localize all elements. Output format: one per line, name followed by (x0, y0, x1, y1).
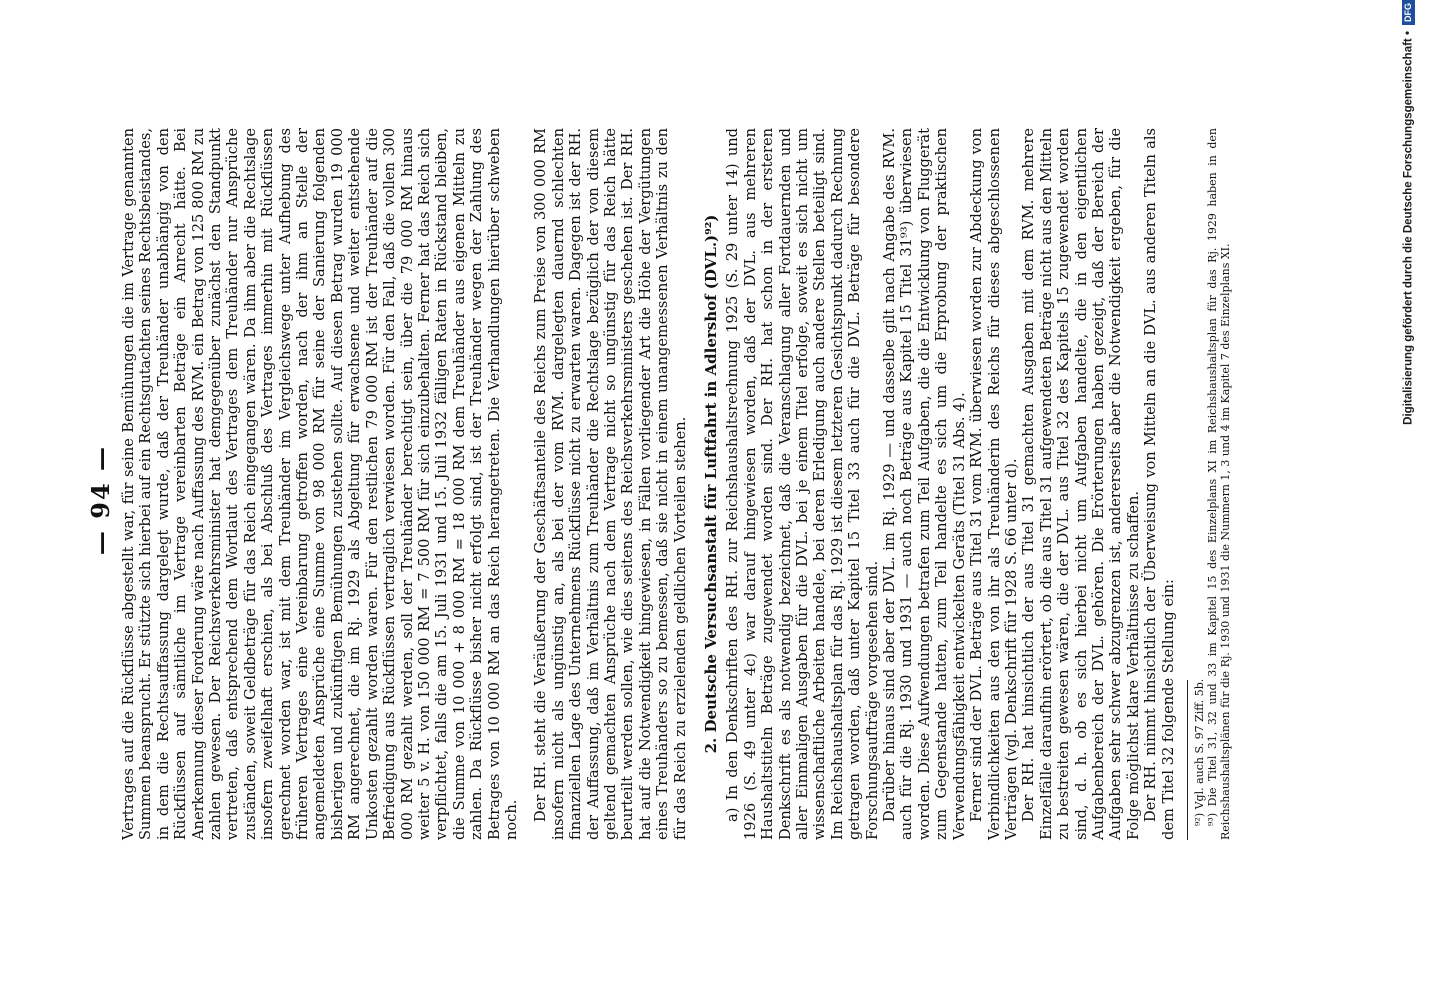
footnote-92: ⁹²) Vgl. auch S. 97 Ziff. 5b. (1192, 678, 1206, 826)
footnote-divider (1187, 680, 1188, 840)
footnote-93: ⁹³) Die Titel 31, 32 und 33 im Kapitel 15 des Einzelplans XI im Reichshaushaltsplan für das Rj. 1929 haben in den Reichshaushaltsplänen für die Rj. 1930 und 1931 die Nummern 1, 3 und 4 im Kapitel 7 des Einzelplans XI. (1205, 128, 1232, 840)
footnotes (1193, 128, 1232, 840)
section-heading-dvl: 2. Deutsche Versuchsanstalt für Luftfahrt in Adlershof (DVL.)⁹²) (702, 214, 720, 754)
section-paragraph: Der RH. nimmt hinsichtlich der Überweisung von Mitteln an die DVL. aus anderen Titeln als dem Titel 32 folgende Stellung ein: (1142, 128, 1177, 840)
section-paragraph: Ferner sind der DVL. Beträge aus Titel 31 vom RVM. überwiesen worden zur Abdeckung von Verbindlichkeiten aus den von ihr als Treuhänderin des Reichs für dieses abgeschlossenen Verträgen (vgl. Denkschrift für 1928 S. 66 unter d). (968, 128, 1020, 840)
section-paragraph: a) In den Denkschriften des RH. zur Reichshaushaltsrechnung 1925 (S. 29 unter 14) und 1926 (S. 49 unter 4c) war darauf hingewiesen worden, daß der DVL. aus mehreren Haushaltstiteln Beträge zugewendet worden sind. Der RH. hat schon in der ersteren Denkschrift es als notwendig bezeichnet, daß die Veranschlagung aller Fortdauernden und aller Einmaligen Ausgaben für die DVL. bei je einem Titel erfolge, soweit es sich nicht um wissenschaftliche Arbeiten handele, bei deren Erledigung auch andere Stellen beteiligt sind. Im Reichshaushaltsplan für das Rj. 1929 ist diesem letzteren Gesichtspunkt dadurch Rechnung getragen worden, daß unter Kapitel 15 Titel 33 auch für die DVL. Beträge für besondere Forschungsaufträge vorgesehen sind. (724, 128, 881, 840)
digitization-text: Digitalisierung gefördert durch die Deutsche Forschungsgemeinschaft • (1402, 31, 1415, 425)
page-number: — 94 — (86, 444, 115, 556)
section-paragraph: Darüber hinaus sind aber der DVL. im Rj. 1929 — und dasselbe gilt nach Angabe des RVM. auch für die Rj. 1930 und 1931 — auch noch Beträge aus Kapitel 15 Titel 31⁹³) überwiesen worden. Diese Aufwendungen betrafen zum Teil Aufgaben, die die Entwicklung von Fluggerät zum Gegenstande hatten, zum Teil handelte es sich um die Erprobung der praktischen Verwendungsfähigkeit entwickelten Geräts (Titel 31 Abs. 4). (881, 128, 968, 840)
dfg-logo: DFG (1402, 0, 1415, 25)
page-body (120, 128, 1232, 840)
digitization-notice (1402, 0, 1415, 1000)
section-paragraph: Der RH. hat hinsichtlich der aus Titel 31 gemachten Ausgaben mit dem RVM. mehrere Einzelfälle daraufhin erörtert, ob die aus Titel 31 aufgewendeten Beträge nicht aus den Mitteln zu bestreiten gewesen wären, die der DVL. aus Titel 32 des Kapitels 15 zugewendet worden sind, d. h. ob es sich hierbei nicht um Aufgaben handelte, die in den eigentlichen Aufgabenbereich der DVL. gehören. Die Erörterungen haben gezeigt, daß der Bereich der Aufgaben sehr schwer abzugrenzen ist, andererseits aber die Notwendigkeit ergeben, für die Folge möglichst klare Verhältnisse zu schaffen. (1020, 128, 1142, 840)
paragraph-treuhaender: Vertrages auf die Rückflüsse abgestellt war, für seine Bemühungen die im Vertrage genannten Summen beansprucht. Er stützte sich hierbei auf ein Rechtsgutachten seines Rechtsbeistandes, in dem die Rechtsauffassung dargelegt wurde, daß der Treuhänder unabhängig von den Rückflüssen auf sämtliche im Vertrage vereinbarten Beträge ein Anrecht hätte. Bei Anerkennung dieser Forderung wäre nach Auffassung des RVM. ein Betrag von 125 800 RM zu zahlen gewesen. Der Reichsverkehrsminister hat demgegenüber zunächst den Standpunkt vertreten, daß entsprechend dem Wortlaut des Vertrages dem Treuhänder nur Ansprüche zuständen, soweit Geldbeträge für das Reich eingegangen wären. Da ihm aber die Rechtslage insofern zweifelhaft erschien, als bei Abschluß des Vertrages immerhin mit Rückflüssen gerechnet worden war, ist mit dem Treuhänder im Vergleichswege unter Aufhebung des früheren Vertrages eine Vereinbarung getroffen worden, nach der ihm an Stelle der angemeldeten Ansprüche eine Summe von 98 000 RM für seine der Sanierung folgenden bisherigen und zukünftigen Bemühungen zustehen sollte. Auf diesen Betrag wurden 19 000 RM angerechnet, die im Rj. 1929 als Abgeltung für erwachsene und weiter entstehende Unkosten gezahlt worden waren. Für den restlichen 79 000 RM ist der Treuhänder auf die Befriedigung aus Rückflüssen vertraglich verwiesen worden. Für den Fall, daß die vollen 300 000 RM gezahlt werden, soll der Treuhänder berechtigt sein, über die 79 000 RM hinaus weiter 5 v. H. von 150 000 RM = 7 500 RM für sich einzubehalten. Ferner hat das Reich sich verpflichtet, falls die am 15. Juli 1931 und 15. Juli 1932 fälligen Raten in Rückstand bleiben, die Summe von 10 000 + 8 000 RM = 18 000 RM dem Treuhänder aus eigenen Mitteln zu zahlen. Da Rückflüsse bisher nicht erfolgt sind, ist der Treuhänder wegen der Zahlung des Betrages von 10 000 RM an das Reich herangetreten. Die Verhandlungen hierüber schweben noch. (120, 128, 520, 840)
paragraph-rh-assessment: Der RH. steht die Veräußerung der Geschäftsanteile des Reichs zum Preise von 300 000 RM insofern nicht als ungünstig an, als bei der vom RVM. dargelegten dauernd schlechten finanziellen Lage des Unternehmens Rückflüsse nicht zu erwarten waren. Dagegen ist der RH. der Auffassung, daß im Verhältnis zum Treuhänder die Rechtslage bezüglich der von diesem geltend gemachten Ansprüche nach dem Vertrage nicht so ungünstig für das Reich hätte beurteilt werden sollen, wie dies seitens des Reichsverkehrsministers geschehen ist. Der RH. hat auf die Notwendigkeit hingewiesen, in Fällen vorliegender Art die Höhe der Vergütungen eines Treuhänders so zu bemessen, daß sie nicht in einem unangemessenen Verhältnis zu den für das Reich zu erzielenden geldlichen Vorteilen stehen. (532, 128, 689, 840)
